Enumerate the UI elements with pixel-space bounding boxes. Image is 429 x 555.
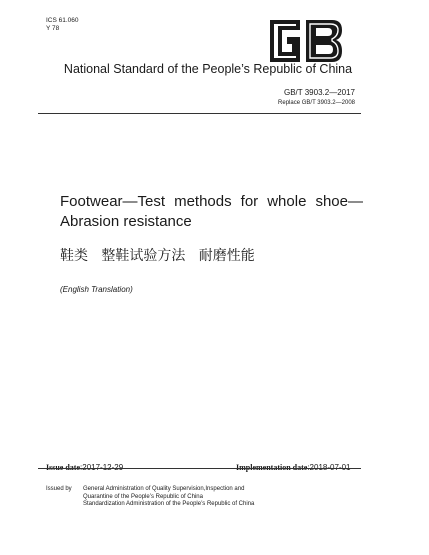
issuer-line: General Administration of Quality Supervision,Inspection and — [83, 486, 245, 492]
issuer-line: Standardization Administration of the People’s Republic of China — [83, 501, 255, 507]
standard-number: GB/T 3903.2—2017 — [283, 88, 355, 97]
chinese-title: 鞋类 整鞋试验方法 耐磨性能 — [60, 248, 255, 264]
gb-logo — [262, 16, 346, 66]
bottom-divider — [38, 468, 361, 469]
national-standard-heading: National Standard of the People’s Republic of China — [63, 62, 353, 76]
issuer-line: Quarantine of the People’s Republic of China — [83, 493, 203, 500]
implementation-date-label: Implementation date — [236, 463, 308, 472]
issue-date-value: :2017-12-29 — [80, 463, 124, 472]
classification-code: Y 78 — [46, 25, 60, 32]
ics-code: ICS 61.060 — [46, 17, 79, 24]
replace-note: Replace GB/T 3903.2—2008 — [278, 100, 355, 106]
english-title: Footwear—Test methods for whole shoe—Abrasion resistance — [60, 193, 363, 230]
issue-date-label: Issue date — [46, 463, 81, 472]
implementation-date-value: :2018-07-01 — [307, 463, 351, 472]
issued-by-label: Issued by — [46, 486, 72, 492]
gb-logo-icon — [262, 16, 346, 66]
top-divider — [38, 113, 361, 114]
issuer-block — [83, 486, 254, 509]
translation-note: (English Translation) — [60, 285, 133, 294]
